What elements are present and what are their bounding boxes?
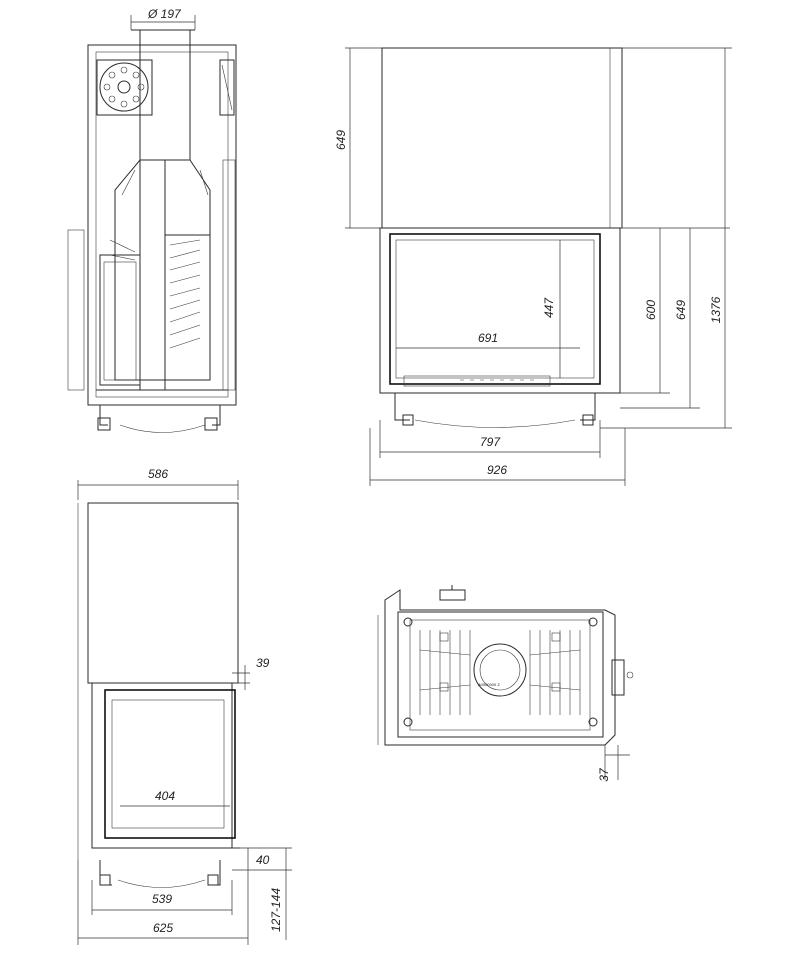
dim-total-height: 1376 bbox=[709, 296, 723, 324]
dim-flue-diameter: Ø 197 bbox=[148, 7, 181, 21]
dim-body-width-side: 539 bbox=[151, 892, 173, 906]
top-view-label: A0000000 Z bbox=[478, 682, 500, 687]
dim-window-width: 691 bbox=[477, 331, 499, 345]
dim-window-width-side: 404 bbox=[154, 789, 176, 803]
dim-offset-37: 37 bbox=[597, 768, 611, 782]
dim-body-width: 797 bbox=[479, 435, 501, 449]
dim-total-width: 926 bbox=[486, 463, 508, 477]
side-view-right bbox=[334, 48, 732, 486]
side-view-bottom bbox=[78, 467, 292, 945]
front-view bbox=[68, 7, 236, 433]
dim-body-height: 649 bbox=[674, 299, 688, 321]
dim-window-height: 447 bbox=[542, 297, 556, 319]
top-view bbox=[378, 585, 633, 782]
dim-casing-height: 649 bbox=[334, 129, 348, 151]
dim-total-width-side: 625 bbox=[152, 921, 174, 935]
dim-leg-height: 127-144 bbox=[269, 887, 283, 933]
dim-top-width: 586 bbox=[147, 467, 169, 481]
dim-door-height: 600 bbox=[644, 299, 658, 321]
dim-bottom-offset: 40 bbox=[256, 853, 270, 867]
fan-wheel-icon bbox=[97, 60, 152, 115]
dim-offset-39: 39 bbox=[256, 656, 270, 670]
